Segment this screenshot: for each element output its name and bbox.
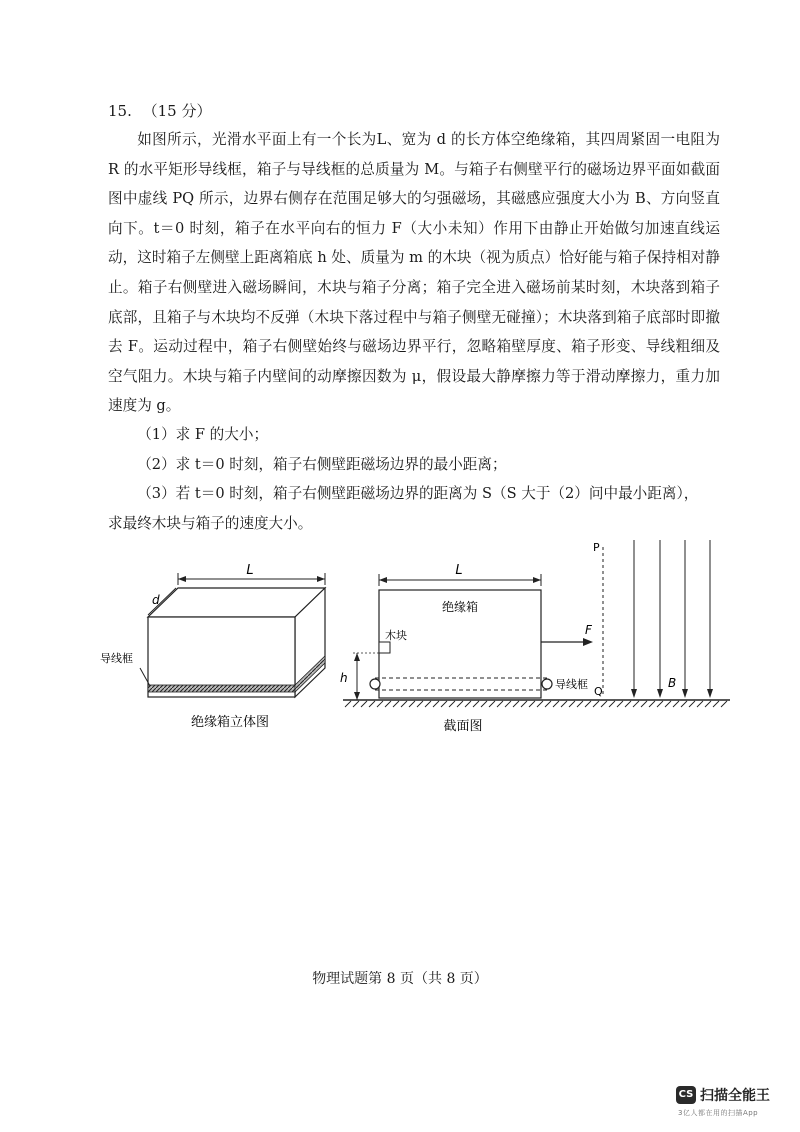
label-B: B [668, 676, 677, 690]
label-L-left: L [246, 563, 254, 578]
dimension-L-right [379, 563, 541, 586]
label-wire-frame-right: 导线框 [555, 678, 588, 691]
box-top-face [148, 588, 325, 617]
label-insulated-box: 绝缘箱 [441, 600, 479, 614]
wire-frame-band [148, 685, 295, 692]
sub-question-1: （1）求 F 的大小； [137, 426, 269, 443]
camscanner-tagline: 3亿人都在用的扫描App [678, 1109, 759, 1117]
question-number: 15. [108, 102, 132, 120]
camscanner-name: 扫描全能王 [700, 1088, 770, 1104]
label-h: h [340, 671, 348, 685]
label-wire-frame-left: 导线框 [100, 652, 133, 665]
sub-question-3: （3）若 t＝0 时刻，箱子右侧壁距磁场边界的距离为 S（S 大于（2）问中最小距离）， [137, 485, 699, 503]
ground [343, 700, 730, 707]
question-points: （15 分） [142, 102, 212, 120]
dimension-L-left [178, 563, 325, 585]
label-d: d [152, 593, 160, 607]
label-Q: Q [594, 685, 603, 698]
question-intro [108, 125, 720, 421]
label-L-right: L [455, 563, 463, 578]
sub-question-2: （2）求 t＝0 时刻，箱子右侧壁距磁场边界的最小距离； [137, 455, 507, 473]
wooden-block [379, 642, 390, 653]
box-3d-figure [100, 560, 340, 740]
cross-section-figure [335, 535, 735, 745]
label-wooden-block: 木块 [385, 629, 407, 642]
intro-paragraph: 如图所示，光滑水平面上有一个长为L、宽为 d 的长方体空绝缘箱，其四周紧固一电阻为 R 的水平矩形导线框，箱子与导线框的总质量为 M。与箱子右侧壁平行的磁场边界平面如截面图中虚线 PQ 所示，边界右侧存在范围足够大的匀强磁场，其磁感应强度大小为 B、方向竖直向下。t＝0 时刻，箱子在水平向右的恒力 F（大小未知）作用下由静止开始做匀加速直线运动，这时箱子左侧壁上距离箱底 h 处、质量为 m 的木块（视为质点）恰好能与箱子保持相对静止。箱子右侧壁进入磁场瞬间，木块与箱子分离；箱子完全进入磁场前某时刻，木块落到箱子底部，且箱子与木块均不反弹（木块下落过程中与箱子侧壁无碰撞）；木块落到箱子底部时即撤去 F。运动过程中，箱子右侧壁始终与磁场边界平行，忽略箱壁厚度、箱子形变、导线粗细及空气阻力。木块与箱子内壁间的动摩擦因数为 μ，假设最大静摩擦力等于滑动摩擦力，重力加速度为 g。 [108, 131, 720, 415]
caption-section: 截面图 [443, 719, 483, 734]
caption-3d: 绝缘箱立体图 [190, 715, 270, 730]
magnetic-field-lines [631, 540, 713, 698]
label-F: F [585, 623, 592, 637]
wire-frame-left-end [370, 679, 380, 689]
label-P: P [593, 541, 600, 554]
camscanner-badge: CS [676, 1086, 696, 1104]
dimension-h [340, 653, 379, 700]
wire-frame-right-end [542, 679, 552, 689]
page-footer: 物理试题第 8 页（共 8 页） [312, 971, 488, 987]
question-header [108, 100, 212, 121]
camscanner-watermark [676, 1082, 794, 1124]
sub-questions [108, 420, 720, 538]
sub-question-3-cont: 求最终木块与箱子的速度大小。 [108, 514, 313, 532]
force-arrow [541, 623, 593, 646]
